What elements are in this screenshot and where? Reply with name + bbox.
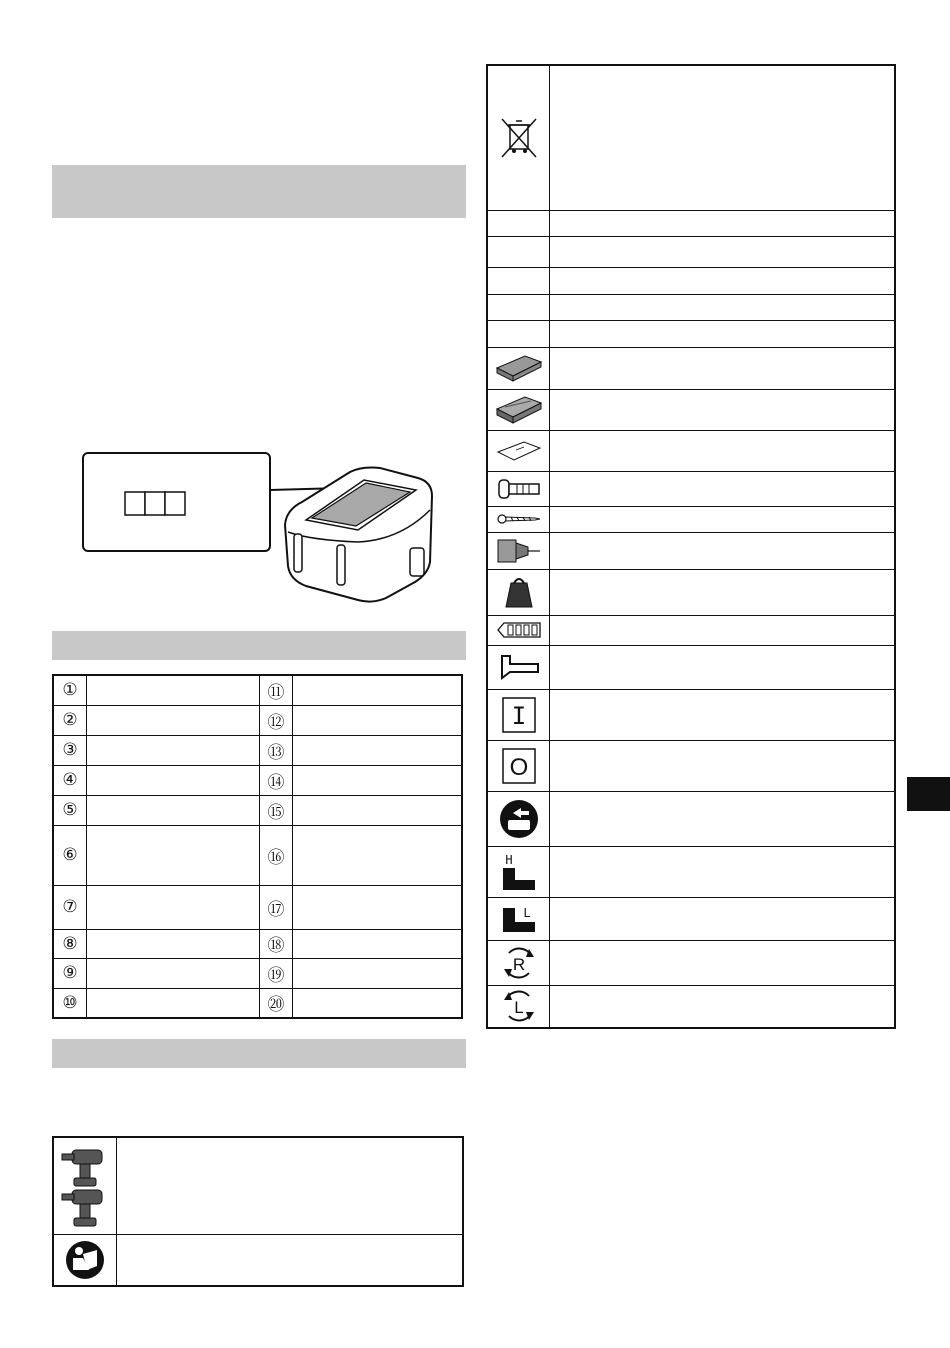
rotation-left-label: L [513,998,524,1018]
symbol-description [550,689,896,740]
counterclockwise-rotation-icon [501,988,537,1024]
part-name-cell [293,988,463,1018]
table-row [53,885,462,929]
symbol-cell [487,389,550,430]
table-row [53,1137,463,1234]
symbol-cell [487,897,550,940]
symbol-description [550,740,896,791]
weight-icon [504,575,534,609]
crossed-out-bin-icon [500,117,538,159]
part-name-cell [87,705,260,735]
symbol-cell [487,210,550,236]
symbol-cell [487,569,550,615]
part-number: ⑬ [260,735,293,765]
wood-screw-icon [497,513,541,525]
high-speed-label: H [504,852,513,867]
symbol-cell [487,985,550,1028]
symbol-description [550,389,896,430]
part-name-cell [87,795,260,825]
switch-off-label: O [509,753,528,781]
table-row [487,506,895,532]
table-row [487,430,895,471]
symbol-cell [487,791,550,846]
forward-arrow-icon [498,654,540,680]
symbol-description [550,210,896,236]
part-number: ⑤ [53,795,87,825]
part-name-cell [87,675,260,705]
table-row [53,988,462,1018]
switch-off-icon [502,748,536,784]
table-row [53,675,462,705]
soft-board-icon [495,354,543,382]
symbol-description [550,897,896,940]
drill-chuck-icon [496,537,542,565]
table-row [53,765,462,795]
table-row [487,347,895,389]
page-tab-marker [907,777,950,811]
symbol-cell [487,506,550,532]
symbol-cell [487,940,550,985]
part-name-cell [87,765,260,795]
symbol-cell [487,645,550,689]
table-row [53,795,462,825]
symbol-description [550,347,896,389]
table-row [487,940,895,985]
table-row [487,236,895,267]
table-row [487,740,895,791]
table-row [487,569,895,615]
part-number: ⑦ [53,885,87,929]
part-name-cell [87,929,260,958]
rotation-right-label: R [512,954,525,974]
symbol-cell [53,1137,117,1234]
low-speed-icon [501,902,537,936]
symbol-description [550,294,896,320]
part-number: ⑩ [53,988,87,1018]
table-row [487,389,895,430]
table-row [487,615,895,645]
section-header-bar-1 [52,165,466,218]
part-name-cell [87,825,260,885]
table-row [487,846,895,897]
section-header-bar-2 [52,631,466,660]
part-name-cell [87,958,260,988]
battery-release-icon [499,799,539,839]
symbol-description [117,1137,464,1234]
high-speed-icon [501,852,537,892]
parts-table [52,674,463,1019]
table-row [487,320,895,347]
symbol-cell [487,320,550,347]
part-name-cell [87,735,260,765]
symbol-cell [487,430,550,471]
symbol-description [550,615,896,645]
symbol-cell [487,846,550,897]
table-row [487,791,895,846]
low-speed-label: L [522,905,531,920]
table-row [487,897,895,940]
part-name-cell [293,795,463,825]
table-row [487,294,895,320]
symbol-description [550,532,896,569]
symbol-cell [487,532,550,569]
symbol-cell [487,471,550,506]
symbol-description [550,236,896,267]
symbol-description [550,645,896,689]
symbol-cell [487,740,550,791]
symbols-table-left [52,1136,464,1287]
symbol-cell [53,1234,117,1286]
part-name-cell [293,885,463,929]
part-name-cell [293,929,463,958]
table-row [487,532,895,569]
part-name-cell [87,885,260,929]
part-number: ⑰ [260,885,293,929]
symbol-description [550,791,896,846]
part-number: ⑮ [260,795,293,825]
symbol-description [550,506,896,532]
part-name-cell [87,988,260,1018]
symbol-description [550,471,896,506]
symbol-description [550,846,896,897]
symbol-description [550,569,896,615]
part-number: ② [53,705,87,735]
symbol-cell [487,65,550,210]
table-row [487,985,895,1028]
part-number: ⑯ [260,825,293,885]
symbol-cell [487,267,550,294]
table-row [487,645,895,689]
table-row [53,929,462,958]
symbol-cell [487,236,550,267]
clockwise-rotation-icon [501,945,537,981]
part-name-cell [293,705,463,735]
symbol-description [550,940,896,985]
part-number: ⑨ [53,958,87,988]
cordless-drill-pair-icon [60,1144,110,1228]
table-row [487,471,895,506]
part-number: ⑪ [260,675,293,705]
part-number: ⑭ [260,765,293,795]
part-number: ③ [53,735,87,765]
symbol-description [550,320,896,347]
part-number: ⑧ [53,929,87,958]
battery-level-icon [496,622,542,638]
part-number: ⑲ [260,958,293,988]
table-row [53,735,462,765]
table-row [53,825,462,885]
symbol-description [550,430,896,471]
section-header-bar-3 [52,1039,466,1068]
table-row [487,267,895,294]
table-row [487,689,895,740]
part-name-cell [293,825,463,885]
part-number: ⑫ [260,705,293,735]
part-number: ⑥ [53,825,87,885]
switch-on-icon [502,697,536,733]
machine-bolt-icon [497,478,541,500]
table-row [53,1234,463,1286]
symbol-description [550,65,896,210]
thin-sheet-icon [496,440,542,462]
symbol-cell [487,294,550,320]
table-row [487,210,895,236]
part-name-cell [293,735,463,765]
hard-board-icon [495,395,543,425]
symbol-description [117,1234,464,1286]
part-number: ④ [53,765,87,795]
symbol-cell [487,615,550,645]
part-name-cell [293,765,463,795]
part-number: ⑳ [260,988,293,1018]
part-name-cell [293,675,463,705]
symbol-cell [487,689,550,740]
part-number: ⑱ [260,929,293,958]
symbol-cell [487,347,550,389]
table-row [53,958,462,988]
symbols-table-right [486,64,896,1029]
part-name-cell [293,958,463,988]
table-row [487,65,895,210]
symbol-description [550,985,896,1028]
table-row [53,705,462,735]
part-number: ① [53,675,87,705]
switch-on-label: I [511,701,526,730]
battery-label-illustration [80,450,440,610]
symbol-description [550,267,896,294]
read-manual-icon [65,1240,105,1280]
